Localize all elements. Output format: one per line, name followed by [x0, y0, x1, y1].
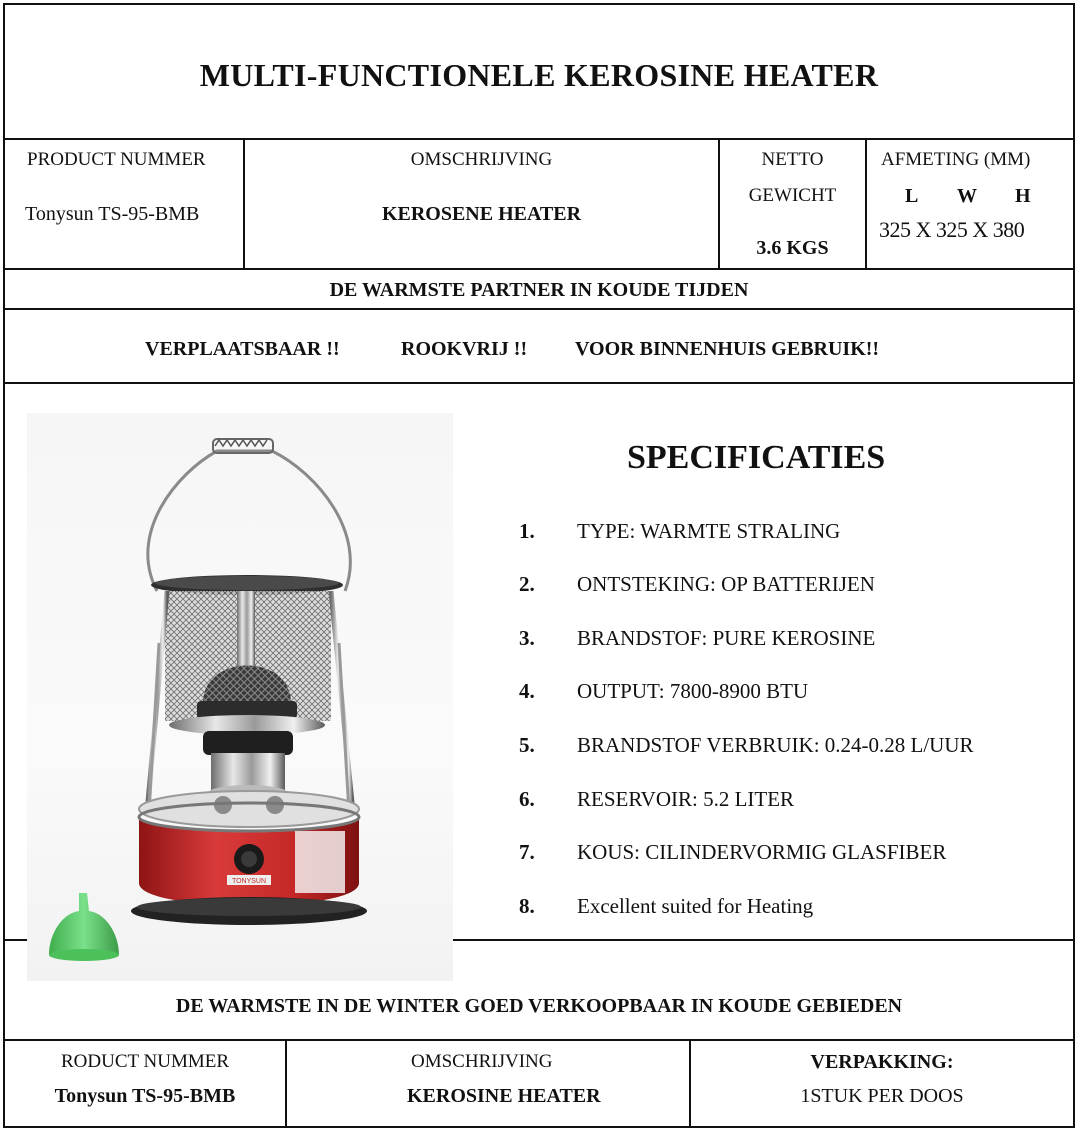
spec-item: [519, 519, 840, 544]
dimension-w-label: W: [957, 185, 977, 207]
spec-item: [519, 894, 813, 919]
divider: [5, 1039, 1073, 1041]
spec-text: OUTPUT: 7800-8900 BTU: [577, 679, 809, 703]
product-photo: [27, 413, 453, 981]
slogan: DE WARMSTE PARTNER IN KOUDE TIJDEN: [329, 279, 749, 301]
page-title: MULTI-FUNCTIONELE KEROSINE HEATER: [199, 57, 879, 93]
spec-text: ONTSTEKING: OP BATTERIJEN: [577, 572, 875, 596]
spec-number: 6.: [519, 787, 535, 811]
product-number-label: PRODUCT NUMMER: [27, 149, 206, 170]
spec-item: [519, 787, 794, 812]
divider: [285, 1041, 287, 1128]
packaging-label: VERPAKKING:: [810, 1051, 954, 1073]
spec-text: KOUS: CILINDERVORMIG GLASFIBER: [577, 840, 947, 864]
feature-portable: VERPLAATSBAAR !!: [145, 338, 340, 360]
spec-text: BRANDSTOF: PURE KEROSINE: [577, 626, 876, 650]
packaging-value: 1STUK PER DOOS: [800, 1085, 964, 1107]
spec-item: [519, 840, 946, 865]
spec-number: 8.: [519, 894, 535, 918]
spec-text: TYPE: WARMTE STRALING: [577, 519, 841, 543]
spec-item: [519, 572, 875, 597]
divider: [5, 268, 1073, 270]
dimension-h-label: H: [1015, 185, 1031, 207]
bottom-slogan: DE WARMSTE IN DE WINTER GOED VERKOOPBAAR IN KOUDE GEBIEDEN: [175, 995, 903, 1017]
spec-sheet: [3, 3, 1075, 1128]
feature-smokefree: ROOKVRIJ !!: [401, 338, 528, 360]
bottom-description-label: OMSCHRIJVING: [411, 1051, 553, 1072]
specs-title: SPECIFICATIES: [627, 439, 886, 476]
divider: [5, 138, 1073, 140]
dimension-l-label: L: [905, 185, 919, 207]
spec-number: 2.: [519, 572, 535, 596]
product-number-value: Tonysun TS-95-BMB: [25, 203, 200, 225]
brand-logo-text: TONYSUN: [231, 878, 267, 885]
description-value: KEROSENE HEATER: [381, 203, 582, 225]
spec-text: RESERVOIR: 5.2 LITER: [577, 787, 795, 811]
spec-item: [519, 626, 875, 651]
spec-item: [519, 679, 808, 704]
spec-number: 4.: [519, 679, 535, 703]
kerosene-heater-image: [27, 413, 453, 981]
feature-indoor: VOOR BINNENHUIS GEBRUIK!!: [575, 338, 880, 360]
spec-number: 3.: [519, 626, 535, 650]
weight-label-2: GEWICHT: [748, 185, 837, 206]
spec-number: 7.: [519, 840, 535, 864]
description-label: OMSCHRIJVING: [410, 149, 553, 170]
weight-value: 3.6 KGS: [756, 237, 829, 259]
dimension-value: 325 X 325 X 380: [879, 217, 1025, 242]
divider: [5, 308, 1073, 310]
divider: [5, 382, 1073, 384]
spec-text: BRANDSTOF VERBRUIK: 0.24-0.28 L/UUR: [577, 733, 974, 757]
spec-number: 1.: [519, 519, 535, 543]
weight-label: NETTO: [761, 149, 824, 170]
dimension-label: AFMETING (MM): [881, 149, 1031, 170]
bottom-product-number-value: Tonysun TS-95-BMB: [54, 1085, 236, 1107]
spec-number: 5.: [519, 733, 535, 757]
spec-text: Excellent suited for Heating: [577, 894, 814, 918]
bottom-product-number-label: RODUCT NUMMER: [60, 1051, 230, 1072]
bottom-description-value: KEROSINE HEATER: [407, 1085, 601, 1107]
spec-item: [519, 733, 974, 758]
divider: [865, 140, 867, 268]
